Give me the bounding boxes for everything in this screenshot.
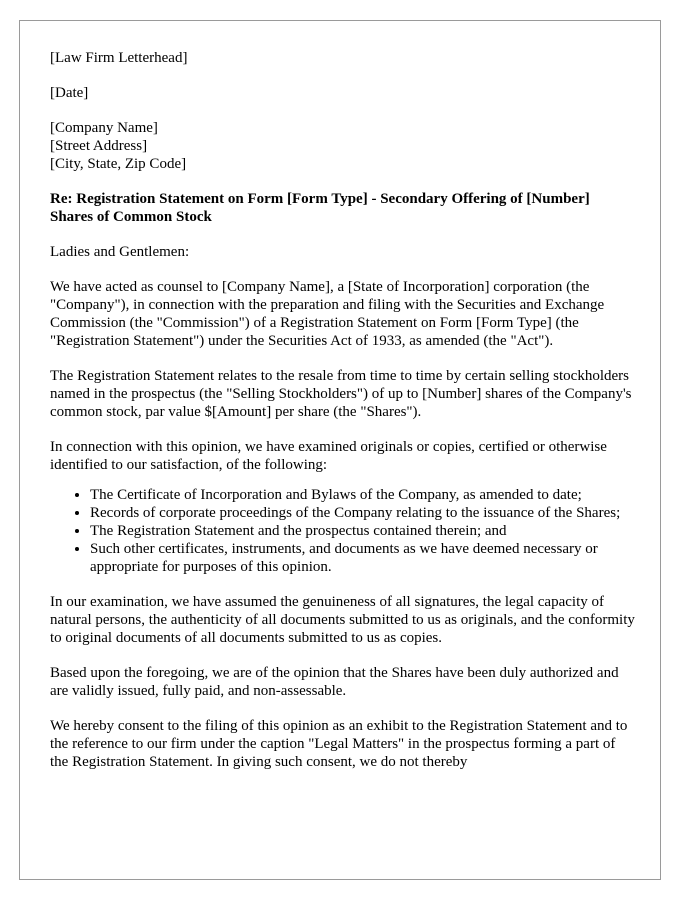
paragraph-consent: We hereby consent to the filing of this opinion as an exhibit to the Registration Statement and to the reference to our firm under the caption "Legal Matters" in the prospectus forming a part of the Registration Statement. In giving such consent, we do not thereby [50,718,628,770]
subject-line: Re: Registration Statement on Form [Form Type] - Secondary Offering of [Number] Shares of Common Stock [50,191,590,225]
documents-list [50,486,635,576]
letter-date: [Date] [50,85,89,101]
letterhead: [Law Firm Letterhead] [50,50,188,66]
paragraph-examination-intro: In connection with this opinion, we have examined originals or copies, certified or otherwise identified to our satisfaction, of the following: [50,439,607,473]
recipient-address [50,119,635,173]
letter-page [19,20,661,880]
list-item: • Such other certificates, instruments, and documents as we have deemed necessary or appropriate for purposes of this opinion. [90,540,635,576]
paragraph-assumptions: In our examination, we have assumed the genuineness of all signatures, the legal capacity of natural persons, the authenticity of all documents submitted to us as originals, and the conformity to original documents of all documents submitted to us as copies. [50,594,635,646]
letter-body [50,49,635,788]
salutation: Ladies and Gentlemen: [50,244,190,260]
list-item: • The Certificate of Incorporation and Bylaws of the Company, as amended to date; [90,486,635,504]
paragraph-opinion: Based upon the foregoing, we are of the opinion that the Shares have been duly authorized and are validly issued, fully paid, and non-assessable. [50,665,619,699]
paragraph-registration-scope: The Registration Statement relates to the resale from time to time by certain selling stockholders named in the prospectus (the "Selling Stockholders") of up to [Number] shares of the Company's common stock, par value $[Amount] per share (the "Shares"). [50,368,632,420]
recipient-company-name: [Company Name] [50,120,158,136]
paragraph-engagement: We have acted as counsel to [Company Name], a [State of Incorporation] corporation (the "Company"), in connection with the preparation and filing with the Securities and Exchange Commission (the "Commission") of a Registration Statement on Form [Form Type] (the "Registration Statement") under the Securities Act of 1933, as amended (the "Act"). [50,279,605,349]
list-item: • Records of corporate proceedings of the Company relating to the issuance of the Shares; [90,504,635,522]
recipient-city-state-zip: [City, State, Zip Code] [50,156,187,172]
recipient-street-address: [Street Address] [50,138,148,154]
list-item: • The Registration Statement and the prospectus contained therein; and [90,522,635,540]
